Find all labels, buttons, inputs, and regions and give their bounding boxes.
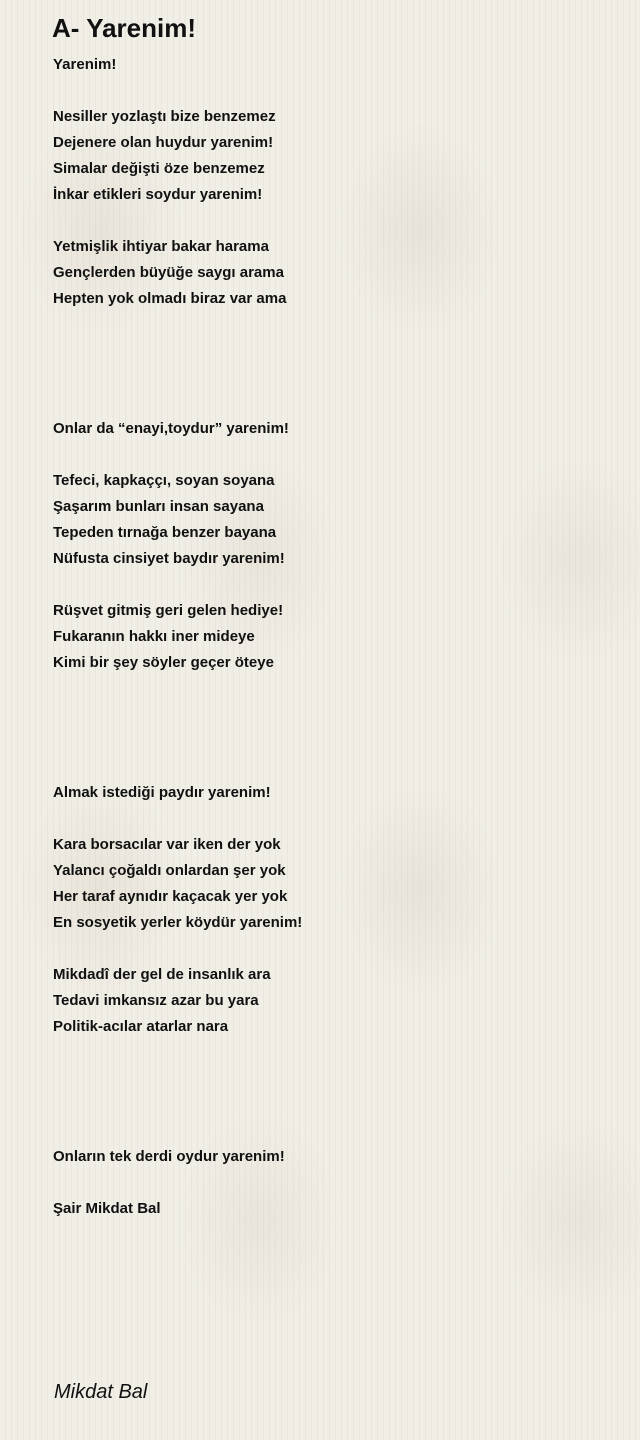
poem-line: Nesiller yozlaştı bize benzemez xyxy=(53,108,276,125)
poem-line xyxy=(53,208,613,234)
poem-signature: Şair Mikdat Bal xyxy=(53,1200,161,1217)
poem-line xyxy=(53,1118,613,1144)
poem-line: Yalancı çoğaldı onlardan şer yok xyxy=(53,862,286,879)
poem-line: Almak istediği paydır yarenim! xyxy=(53,784,271,801)
poem-line: Onlar da “enayi,toydur” yarenim! xyxy=(53,420,289,437)
poem-line: Onların tek derdi oydur yarenim! xyxy=(53,1148,285,1165)
poem-line xyxy=(53,1040,613,1066)
poem-line xyxy=(53,312,613,338)
poem-line: Yarenim! xyxy=(53,56,117,73)
poem-line: Mikdadî der gel de insanlık ara xyxy=(53,966,271,983)
poem-line xyxy=(53,754,613,780)
poem-line: Gençlerden büyüğe saygı arama xyxy=(53,264,284,281)
poem-line xyxy=(53,338,613,364)
poem-line: İnkar etikleri soydur yarenim! xyxy=(53,186,263,203)
poem-line: Simalar değişti öze benzemez xyxy=(53,160,265,177)
poem-title: A- Yarenim! xyxy=(52,13,197,43)
poem-line: Kimi bir şey söyler geçer öteye xyxy=(53,654,274,671)
poem-line xyxy=(53,936,613,962)
poem-line: Her taraf aynıdır kaçacak yer yok xyxy=(53,888,288,905)
poem-line: Tedavi imkansız azar bu yara xyxy=(53,992,259,1009)
poem-line xyxy=(53,1092,613,1118)
author-name: Mikdat Bal xyxy=(54,1381,148,1403)
poem-line xyxy=(53,572,613,598)
poem-line xyxy=(53,1066,613,1092)
poem-body xyxy=(53,52,613,1222)
poem-line: Dejenere olan huydur yarenim! xyxy=(53,134,274,151)
poem-line: Tefeci, kapkaççı, soyan soyana xyxy=(53,472,275,489)
poem-line xyxy=(53,806,613,832)
poem-line xyxy=(53,676,613,702)
poem-line: Politik-acılar atarlar nara xyxy=(53,1018,229,1035)
poem-line: Kara borsacılar var iken der yok xyxy=(53,836,281,853)
poem-line: Yetmişlik ihtiyar bakar harama xyxy=(53,238,269,255)
poem-line: Rüşvet gitmiş geri gelen hediye! xyxy=(53,602,284,619)
poem-line: Nüfusta cinsiyet baydır yarenim! xyxy=(53,550,285,567)
poem-line xyxy=(53,364,613,390)
poem-line xyxy=(53,728,613,754)
poem-line: Şaşarım bunları insan sayana xyxy=(53,498,264,515)
poem-line: Hepten yok olmadı biraz var ama xyxy=(53,290,287,307)
poem-line: Tepeden tırnağa benzer bayana xyxy=(53,524,277,541)
poem-line xyxy=(53,442,613,468)
poem-line xyxy=(53,1170,613,1196)
poem-line: En sosyetik yerler köydür yarenim! xyxy=(53,914,303,931)
poem-line xyxy=(53,390,613,416)
poem-line xyxy=(53,702,613,728)
poem-line: Fukaranın hakkı iner mideye xyxy=(53,628,255,645)
poem-line xyxy=(53,78,613,104)
